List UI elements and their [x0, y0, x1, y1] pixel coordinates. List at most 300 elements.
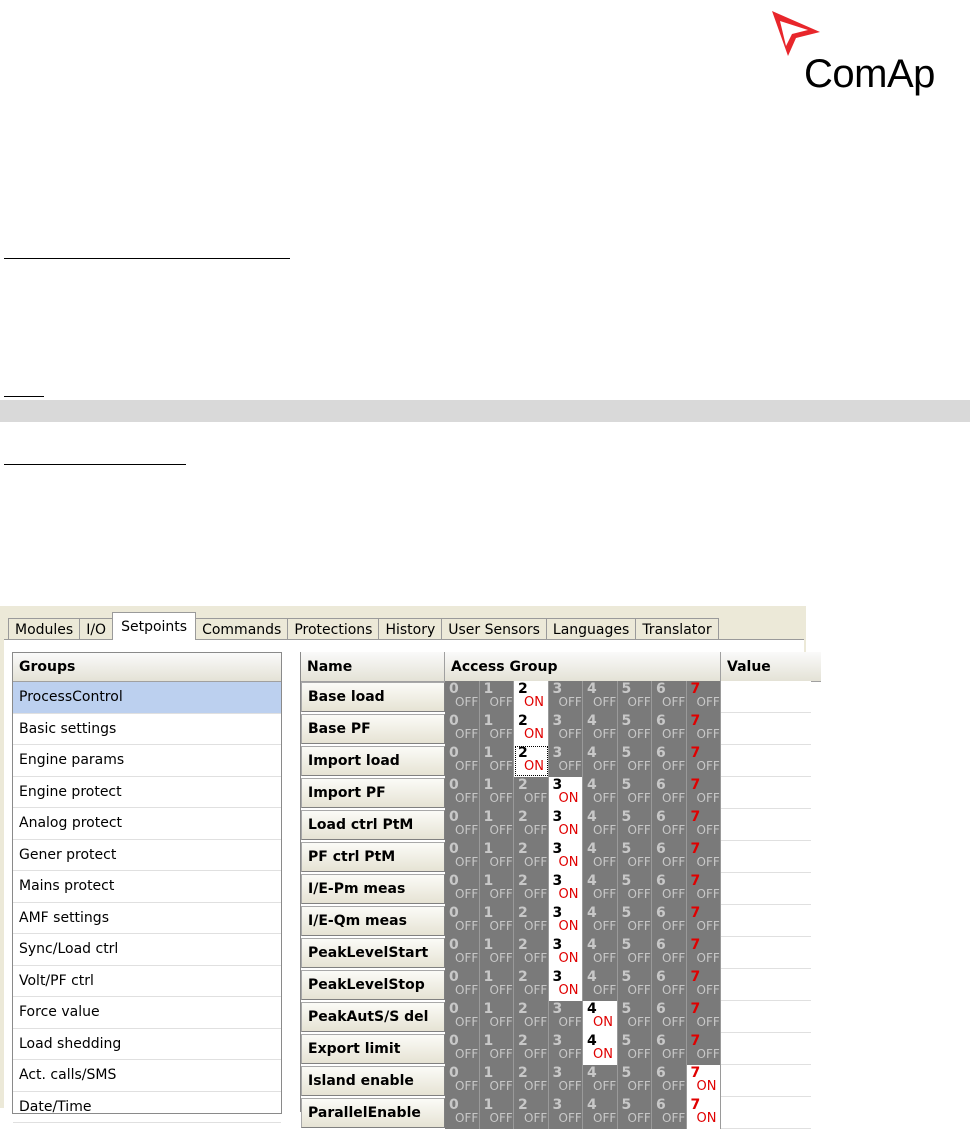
access-group-state: OFF	[696, 919, 720, 933]
tab-translator[interactable]: Translator	[635, 618, 718, 640]
group-item[interactable]: Analog protect	[13, 808, 281, 840]
access-group-number: 6	[656, 809, 666, 825]
tab-setpoints[interactable]: Setpoints	[112, 612, 196, 640]
access-group-number: 7	[690, 745, 701, 761]
access-group-0-toggle[interactable]	[445, 777, 480, 809]
access-group-number: 2	[518, 1001, 528, 1017]
access-group-5-toggle[interactable]	[618, 841, 653, 873]
access-group-3-toggle[interactable]	[549, 809, 584, 841]
access-group-state: OFF	[489, 855, 513, 869]
access-group-state: OFF	[455, 1015, 479, 1029]
access-group-5-toggle[interactable]	[618, 1033, 653, 1065]
setpoint-name[interactable]: Import load	[301, 746, 445, 776]
access-group-0-toggle[interactable]	[445, 1033, 480, 1065]
access-group-state: ON	[558, 855, 579, 870]
access-group-number: 4	[587, 681, 597, 697]
setpoints-grid	[300, 652, 821, 1126]
groups-header: Groups	[13, 653, 281, 682]
access-group-number: 4	[587, 1097, 597, 1113]
access-group-state: OFF	[627, 1015, 651, 1029]
access-group-1-toggle[interactable]	[480, 841, 515, 873]
access-group-3-toggle[interactable]	[549, 873, 584, 905]
access-group-number: 4	[587, 809, 597, 825]
access-group-state: OFF	[627, 887, 651, 901]
access-group-7-toggle[interactable]	[687, 713, 722, 745]
access-group-state: OFF	[627, 1079, 651, 1093]
access-group-4-toggle[interactable]	[583, 745, 618, 777]
access-group-6-toggle[interactable]	[652, 777, 687, 809]
access-group-5-toggle[interactable]	[618, 777, 653, 809]
access-group-3-toggle[interactable]	[549, 1001, 584, 1033]
tab-languages[interactable]: Languages	[546, 618, 636, 640]
access-group-0-toggle[interactable]	[445, 873, 480, 905]
group-item[interactable]: Load shedding	[13, 1029, 281, 1061]
access-group-state: OFF	[489, 727, 513, 741]
access-group-state: OFF	[524, 887, 548, 901]
access-group-2-toggle[interactable]	[514, 1097, 549, 1129]
access-group-7-toggle[interactable]	[687, 969, 722, 1001]
access-group-5-toggle[interactable]	[618, 745, 653, 777]
access-group-1-toggle[interactable]	[480, 1065, 515, 1097]
access-group-2-toggle[interactable]	[514, 777, 549, 809]
access-group-1-toggle[interactable]	[480, 777, 515, 809]
access-group-6-toggle[interactable]	[652, 745, 687, 777]
access-group-4-toggle[interactable]	[583, 1001, 618, 1033]
access-group-state: OFF	[455, 759, 479, 773]
access-group-1-toggle[interactable]	[480, 937, 515, 969]
access-group-state: OFF	[593, 791, 617, 805]
tab-commands[interactable]: Commands	[195, 618, 288, 640]
access-group-2-toggle[interactable]	[514, 713, 549, 745]
table-row	[301, 681, 811, 713]
table-row	[301, 713, 811, 745]
access-group-state: OFF	[696, 983, 720, 997]
table-row	[301, 1097, 811, 1129]
access-group-3-toggle[interactable]	[549, 713, 584, 745]
setpoint-value[interactable]	[721, 841, 811, 873]
table-row	[301, 1033, 811, 1065]
access-group-state: OFF	[627, 951, 651, 965]
access-group-3-toggle[interactable]	[549, 681, 584, 713]
access-group-state: OFF	[455, 695, 479, 709]
access-group-state: OFF	[593, 887, 617, 901]
access-group-state: OFF	[455, 887, 479, 901]
access-group-number: 0	[449, 937, 459, 953]
access-group-6-toggle[interactable]	[652, 937, 687, 969]
access-group-state: OFF	[593, 855, 617, 869]
access-group-4-toggle[interactable]	[583, 905, 618, 937]
access-group-0-toggle[interactable]	[445, 1065, 480, 1097]
access-group-7-toggle[interactable]	[687, 1033, 722, 1065]
access-group-number: 7	[690, 1001, 701, 1017]
access-group-number: 3	[552, 1033, 563, 1049]
access-group-1-toggle[interactable]	[480, 1033, 515, 1065]
access-group-0-toggle[interactable]	[445, 745, 480, 777]
access-group-0-toggle[interactable]	[445, 969, 480, 1001]
access-group-number: 7	[690, 841, 701, 857]
access-group-4-toggle[interactable]	[583, 1033, 618, 1065]
access-group-number: 1	[483, 937, 494, 953]
access-group-6-toggle[interactable]	[652, 681, 687, 713]
group-item[interactable]: Date/Time	[13, 1092, 281, 1124]
access-group-state: OFF	[489, 887, 513, 901]
access-group-2-toggle[interactable]	[514, 1001, 549, 1033]
table-row	[301, 873, 811, 905]
access-group-state: OFF	[696, 727, 720, 741]
setpoint-name[interactable]: Base PF	[301, 714, 445, 744]
access-group-5-toggle[interactable]	[618, 969, 653, 1001]
access-group-3-toggle[interactable]	[549, 841, 584, 873]
access-group-7-toggle[interactable]	[687, 905, 722, 937]
access-group-state: OFF	[489, 1079, 513, 1093]
access-group-number: 2	[518, 809, 528, 825]
access-group-state: OFF	[489, 983, 513, 997]
group-item[interactable]: Sync/Load ctrl	[13, 934, 281, 966]
comap-logo-text: ComAp	[804, 52, 935, 96]
access-group-number: 1	[483, 841, 494, 857]
access-group-2-toggle[interactable]	[514, 905, 549, 937]
setpoint-name[interactable]: Island enable	[301, 1066, 445, 1096]
access-group-state: OFF	[662, 951, 686, 965]
access-group-state: OFF	[627, 1047, 651, 1061]
section-divider	[0, 400, 970, 422]
table-row	[301, 841, 811, 873]
access-group-2-toggle[interactable]	[514, 745, 549, 777]
access-group-0-toggle[interactable]	[445, 841, 480, 873]
access-group-0-toggle[interactable]	[445, 681, 480, 713]
access-group-state: OFF	[662, 983, 686, 997]
access-group-state: OFF	[524, 1047, 548, 1061]
setpoint-value[interactable]	[721, 745, 811, 777]
setpoint-value[interactable]	[721, 681, 811, 713]
access-group-number: 4	[587, 713, 597, 729]
access-group-7-toggle[interactable]	[687, 1001, 722, 1033]
access-group-5-toggle[interactable]	[618, 905, 653, 937]
access-group-state: OFF	[455, 1079, 479, 1093]
setpoint-name[interactable]: ParallelEnable	[301, 1098, 445, 1128]
access-group-number: 2	[518, 713, 528, 729]
access-group-1-toggle[interactable]	[480, 681, 515, 713]
access-group-1-toggle[interactable]	[480, 1097, 515, 1129]
access-group-3-toggle[interactable]	[549, 969, 584, 1001]
setpoint-value[interactable]	[721, 713, 811, 745]
access-group-number: 7	[690, 1065, 701, 1081]
access-group-number: 0	[449, 681, 459, 697]
access-group-number: 6	[656, 905, 666, 921]
access-group-6-toggle[interactable]	[652, 873, 687, 905]
setpoint-name[interactable]: Export limit	[301, 1034, 445, 1064]
setpoint-value[interactable]	[721, 937, 811, 969]
table-row	[301, 969, 811, 1001]
access-group-0-toggle[interactable]	[445, 1001, 480, 1033]
access-group-state: ON	[558, 823, 579, 838]
setpoint-name[interactable]: PF ctrl PtM	[301, 842, 445, 872]
access-group-7-toggle[interactable]	[687, 1097, 722, 1129]
access-group-7-toggle[interactable]	[687, 745, 722, 777]
setpoint-value[interactable]	[721, 1033, 811, 1065]
access-group-number: 0	[449, 809, 459, 825]
access-group-state: ON	[558, 791, 579, 806]
access-group-7-toggle[interactable]	[687, 809, 722, 841]
setpoint-name[interactable]: I/E-Qm meas	[301, 906, 445, 936]
access-group-7-toggle[interactable]	[687, 681, 722, 713]
access-group-1-toggle[interactable]	[480, 745, 515, 777]
group-item[interactable]: Force value	[13, 997, 281, 1029]
access-group-5-toggle[interactable]	[618, 873, 653, 905]
access-group-1-toggle[interactable]	[480, 969, 515, 1001]
access-group-state: OFF	[489, 823, 513, 837]
access-group-number: 7	[690, 809, 701, 825]
access-group-1-toggle[interactable]	[480, 809, 515, 841]
access-group-4-toggle[interactable]	[583, 681, 618, 713]
setpoint-name[interactable]: Base load	[301, 682, 445, 712]
access-group-5-toggle[interactable]	[618, 1097, 653, 1129]
access-group-number: 1	[483, 873, 494, 889]
access-group-number: 3	[552, 1065, 563, 1081]
access-group-6-toggle[interactable]	[652, 809, 687, 841]
access-group-3-toggle[interactable]	[549, 905, 584, 937]
setpoint-name[interactable]: I/E-Pm meas	[301, 874, 445, 904]
access-group-state: OFF	[455, 1111, 479, 1125]
access-group-5-toggle[interactable]	[618, 937, 653, 969]
access-group-state: OFF	[524, 919, 548, 933]
access-group-3-toggle[interactable]	[549, 745, 584, 777]
access-group-state: OFF	[662, 791, 686, 805]
access-group-2-toggle[interactable]	[514, 841, 549, 873]
access-group-6-toggle[interactable]	[652, 1097, 687, 1129]
access-group-2-toggle[interactable]	[514, 809, 549, 841]
heading-underline-1	[4, 258, 290, 259]
access-group-5-toggle[interactable]	[618, 1065, 653, 1097]
setpoint-name[interactable]: PeakAutS/S del	[301, 1002, 445, 1032]
access-group-0-toggle[interactable]	[445, 905, 480, 937]
groups-list	[12, 652, 282, 1114]
setpoint-value[interactable]	[721, 969, 811, 1001]
table-row	[301, 809, 811, 841]
access-group-2-toggle[interactable]	[514, 681, 549, 713]
column-header-name[interactable]: Name	[301, 652, 445, 681]
access-group-7-toggle[interactable]	[687, 1065, 722, 1097]
access-group-5-toggle[interactable]	[618, 681, 653, 713]
access-group-4-toggle[interactable]	[583, 809, 618, 841]
access-group-state: OFF	[662, 1047, 686, 1061]
access-group-state: OFF	[558, 1047, 582, 1061]
access-group-number: 7	[690, 937, 701, 953]
access-group-3-toggle[interactable]	[549, 1033, 584, 1065]
access-group-number: 5	[621, 905, 632, 921]
access-group-4-toggle[interactable]	[583, 1097, 618, 1129]
access-group-5-toggle[interactable]	[618, 809, 653, 841]
setpoint-value[interactable]	[721, 809, 811, 841]
access-group-state: OFF	[662, 695, 686, 709]
access-group-state: OFF	[558, 1015, 582, 1029]
tab-history[interactable]: History	[378, 618, 442, 640]
access-group-4-toggle[interactable]	[583, 841, 618, 873]
access-group-number: 5	[621, 969, 632, 985]
setpoint-name[interactable]: Load ctrl PtM	[301, 810, 445, 840]
access-group-number: 6	[656, 1033, 666, 1049]
access-group-6-toggle[interactable]	[652, 713, 687, 745]
access-group-number: 4	[587, 873, 597, 889]
access-group-2-toggle[interactable]	[514, 873, 549, 905]
access-group-0-toggle[interactable]	[445, 713, 480, 745]
access-group-number: 4	[587, 1033, 597, 1049]
access-group-state: ON	[524, 759, 544, 774]
access-group-4-toggle[interactable]	[583, 969, 618, 1001]
access-group-6-toggle[interactable]	[652, 1065, 687, 1097]
access-group-number: 6	[656, 1097, 666, 1113]
access-group-state: OFF	[558, 1111, 582, 1125]
setpoint-name[interactable]: PeakLevelStop	[301, 970, 445, 1000]
access-group-state: OFF	[489, 1111, 513, 1125]
column-header-value[interactable]: Value	[727, 658, 771, 675]
access-group-7-toggle[interactable]	[687, 937, 722, 969]
access-group-3-toggle[interactable]	[549, 777, 584, 809]
access-group-state: ON	[558, 919, 579, 934]
access-group-6-toggle[interactable]	[652, 1001, 687, 1033]
tab-i-o[interactable]: I/O	[79, 618, 113, 640]
access-group-1-toggle[interactable]	[480, 1001, 515, 1033]
access-group-1-toggle[interactable]	[480, 713, 515, 745]
access-group-number: 1	[483, 713, 494, 729]
access-group-7-toggle[interactable]	[687, 841, 722, 873]
group-item[interactable]: ProcessControl	[13, 682, 281, 714]
access-group-number: 6	[656, 681, 666, 697]
grid-header	[301, 652, 821, 682]
access-group-4-toggle[interactable]	[583, 873, 618, 905]
access-group-number: 4	[587, 1065, 597, 1081]
access-group-state: ON	[558, 951, 579, 966]
access-group-number: 7	[690, 777, 701, 793]
access-group-2-toggle[interactable]	[514, 1065, 549, 1097]
setpoint-value[interactable]	[721, 1097, 811, 1129]
access-group-state: OFF	[593, 919, 617, 933]
access-group-6-toggle[interactable]	[652, 841, 687, 873]
access-group-number: 3	[552, 713, 563, 729]
comap-logo	[766, 8, 946, 100]
tab-user-sensors[interactable]: User Sensors	[441, 618, 547, 640]
access-group-state: OFF	[696, 855, 720, 869]
group-item[interactable]: AMF settings	[13, 903, 281, 935]
access-group-number: 3	[552, 841, 563, 857]
access-group-2-toggle[interactable]	[514, 1033, 549, 1065]
access-group-0-toggle[interactable]	[445, 1097, 480, 1129]
access-group-state: OFF	[627, 823, 651, 837]
setpoints-window	[0, 606, 806, 1126]
group-item[interactable]: Volt/PF ctrl	[13, 966, 281, 998]
access-group-number: 6	[656, 745, 666, 761]
access-group-number: 1	[483, 1065, 494, 1081]
access-group-4-toggle[interactable]	[583, 1065, 618, 1097]
access-group-number: 5	[621, 1065, 632, 1081]
group-item[interactable]: Engine protect	[13, 777, 281, 809]
group-item[interactable]: Basic settings	[13, 714, 281, 746]
access-group-state: OFF	[662, 1079, 686, 1093]
access-group-state: OFF	[524, 951, 548, 965]
setpoint-value[interactable]	[721, 1001, 811, 1033]
heading-underline-2	[4, 396, 44, 397]
access-group-state: ON	[524, 695, 544, 710]
access-group-state: OFF	[489, 1015, 513, 1029]
access-group-number: 6	[656, 713, 666, 729]
access-group-3-toggle[interactable]	[549, 1097, 584, 1129]
access-group-state: OFF	[662, 855, 686, 869]
access-group-state: OFF	[696, 951, 720, 965]
access-group-state: OFF	[524, 855, 548, 869]
group-item[interactable]: Act. calls/SMS	[13, 1060, 281, 1092]
access-group-4-toggle[interactable]	[583, 937, 618, 969]
access-group-0-toggle[interactable]	[445, 937, 480, 969]
setpoint-value[interactable]	[721, 1065, 811, 1097]
access-group-7-toggle[interactable]	[687, 777, 722, 809]
access-group-state: OFF	[455, 919, 479, 933]
access-group-3-toggle[interactable]	[549, 1065, 584, 1097]
access-group-state: ON	[696, 1079, 717, 1094]
setpoint-value[interactable]	[721, 777, 811, 809]
access-group-number: 2	[518, 1065, 528, 1081]
access-group-state: OFF	[627, 695, 651, 709]
access-group-state: OFF	[593, 983, 617, 997]
setpoint-name[interactable]: Import PF	[301, 778, 445, 808]
access-group-state: OFF	[627, 983, 651, 997]
access-group-3-toggle[interactable]	[549, 937, 584, 969]
access-group-number: 0	[449, 873, 459, 889]
setpoint-name[interactable]: PeakLevelStart	[301, 938, 445, 968]
group-item[interactable]: Mains protect	[13, 871, 281, 903]
access-group-number: 6	[656, 841, 666, 857]
access-group-state: OFF	[696, 791, 720, 805]
access-group-state: OFF	[455, 855, 479, 869]
access-group-number: 1	[483, 777, 494, 793]
table-row	[301, 1065, 811, 1097]
access-group-number: 7	[690, 905, 701, 921]
access-group-6-toggle[interactable]	[652, 969, 687, 1001]
access-group-6-toggle[interactable]	[652, 905, 687, 937]
table-row	[301, 1001, 811, 1033]
access-group-number: 2	[518, 937, 528, 953]
access-group-4-toggle[interactable]	[583, 777, 618, 809]
group-item[interactable]: Engine params	[13, 745, 281, 777]
access-group-2-toggle[interactable]	[514, 969, 549, 1001]
access-group-6-toggle[interactable]	[652, 1033, 687, 1065]
access-group-5-toggle[interactable]	[618, 1001, 653, 1033]
access-group-state: OFF	[696, 887, 720, 901]
group-item[interactable]: Gener protect	[13, 840, 281, 872]
access-group-number: 7	[690, 681, 701, 697]
access-group-1-toggle[interactable]	[480, 905, 515, 937]
access-group-number: 5	[621, 841, 632, 857]
access-group-number: 0	[449, 905, 459, 921]
column-header-access-group[interactable]: Access Group	[445, 652, 721, 681]
tab-modules[interactable]: Modules	[8, 618, 80, 640]
access-group-0-toggle[interactable]	[445, 809, 480, 841]
access-group-1-toggle[interactable]	[480, 873, 515, 905]
access-group-state: OFF	[558, 695, 582, 709]
access-group-number: 0	[449, 969, 459, 985]
access-group-number: 3	[552, 809, 563, 825]
access-group-5-toggle[interactable]	[618, 713, 653, 745]
setpoint-value[interactable]	[721, 905, 811, 937]
access-group-7-toggle[interactable]	[687, 873, 722, 905]
access-group-4-toggle[interactable]	[583, 713, 618, 745]
setpoint-value[interactable]	[721, 873, 811, 905]
tab-protections[interactable]: Protections	[287, 618, 379, 640]
access-group-state: OFF	[489, 951, 513, 965]
access-group-number: 1	[483, 745, 494, 761]
access-group-2-toggle[interactable]	[514, 937, 549, 969]
access-group-number: 4	[587, 1001, 597, 1017]
access-group-number: 5	[621, 1033, 632, 1049]
